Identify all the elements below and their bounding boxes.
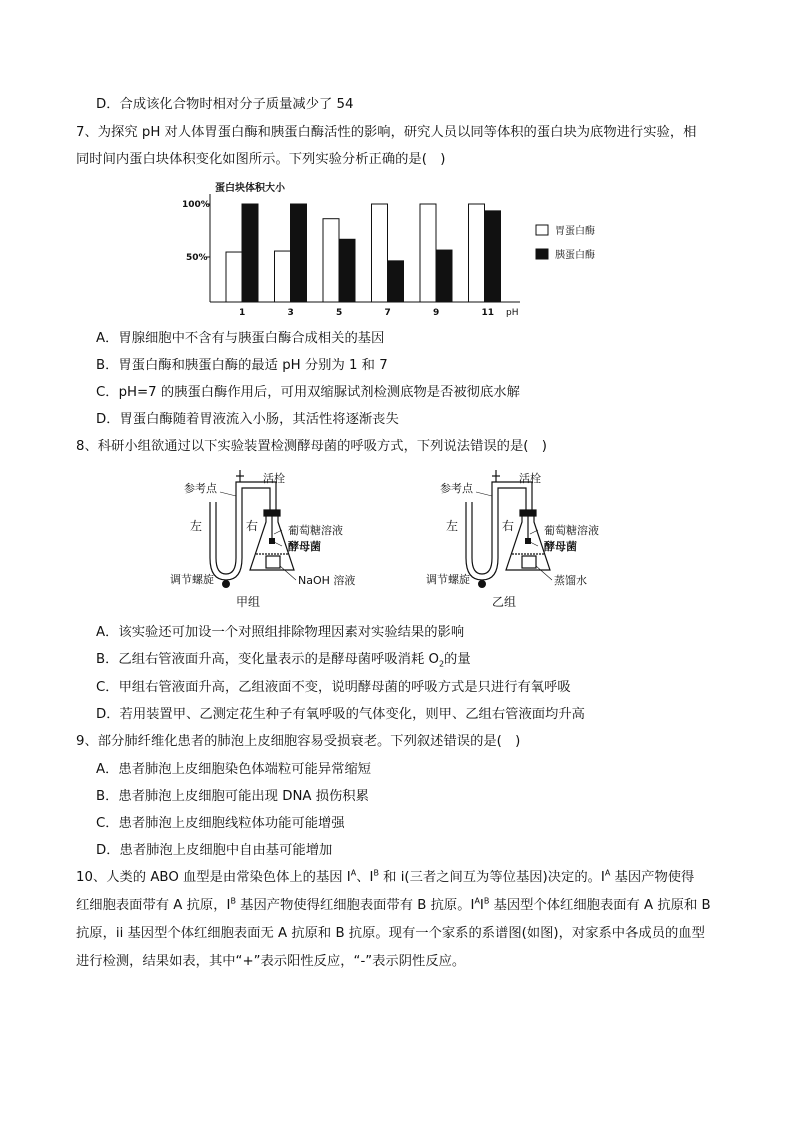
- yi-bottom-label: 蒸馏水: [554, 574, 587, 587]
- chart-ylabel: 蛋白块体积大小: [215, 183, 285, 194]
- q7-option-c: C．pH=7 的胰蛋白酶作用后，可用双缩脲试剂检测底物是否被彻底水解: [96, 385, 520, 400]
- xtick-label-7: 7: [384, 308, 391, 318]
- chart-xlabel: pH: [506, 308, 519, 318]
- q7-option-d: D．胃蛋白酶随着胃液流入小肠，其活性将逐渐丧失: [96, 412, 399, 427]
- yi-caption: 乙组: [492, 595, 517, 609]
- bar-trypsin-ph11: [485, 211, 501, 302]
- xtick-label-1: 1: [239, 308, 246, 318]
- q10-line3: 抗原，ii 基因型个体红细胞表面无 A 抗原和 B 抗原。现有一个家系的系谱图(如图)，对家系中各成员的血型: [76, 926, 705, 941]
- q7-bar-chart: [180, 178, 620, 326]
- yi-solution-label: 葡萄糖溶液: [544, 524, 599, 537]
- jia-solution-label: 葡萄糖溶液: [288, 524, 343, 537]
- jia-yeast-label: 酵母菌: [288, 540, 321, 553]
- legend-label-trypsin: 胰蛋白酶: [555, 250, 595, 261]
- bar-trypsin-ph3: [291, 204, 307, 302]
- q10-line1: 10、人类的 ABO 血型是由常染色体上的基因 $I^A$、$I^B$ 和 i(三者之间互为等位基因)决定的。$I^A$ 基因产物使得: [76, 868, 695, 885]
- xtick-label-9: 9: [433, 308, 440, 318]
- q8-option-a: A．该实验还可加设一个对照组排除物理因素对实验结果的影响: [96, 625, 465, 640]
- q7-stem-line2: 同时间内蛋白块体积变化如图所示。下列实验分析正确的是( ): [76, 152, 446, 167]
- xtick-label-5: 5: [336, 308, 343, 318]
- bar-pepsin-ph7: [372, 204, 388, 302]
- q8-option-c: C．甲组右管液面升高，乙组液面不变，说明酵母菌的呼吸方式是只进行有氧呼吸: [96, 680, 571, 695]
- jia-stopcock-label: 活栓: [263, 472, 285, 485]
- bar-trypsin-ph5: [339, 239, 355, 302]
- bar-pepsin-ph5: [323, 219, 339, 302]
- jia-bottom-label: NaOH 溶液: [298, 574, 356, 587]
- xtick-label-11: 11: [481, 308, 495, 318]
- q10-line4: 进行检测，结果如表，其中“+”表示阳性反应，“-”表示阴性反应。: [76, 954, 466, 969]
- q8-option-d: D．若用装置甲、乙测定花生种子有氧呼吸的气体变化，则甲、乙组右管液面均升高: [96, 707, 585, 722]
- bar-pepsin-ph11: [469, 204, 485, 302]
- chart-ytick-label-100: 100%: [182, 200, 210, 210]
- yi-stopcock-label: 活栓: [519, 472, 541, 485]
- bar-pepsin-ph9: [420, 204, 436, 302]
- q7-option-a: A．胃腺细胞中不含有与胰蛋白酶合成相关的基因: [96, 331, 385, 346]
- jia-ref-label: 参考点: [184, 482, 217, 495]
- yi-ref-label: 参考点: [440, 482, 473, 495]
- yi-left-label: 左: [446, 519, 459, 533]
- q9-option-c: C．患者肺泡上皮细胞线粒体功能可能增强: [96, 816, 345, 831]
- q7-option-b: B．胃蛋白酶和胰蛋白酶的最适 pH 分别为 1 和 7: [96, 358, 388, 373]
- bar-pepsin-ph1: [226, 252, 242, 302]
- q6-option-d: D．合成该化合物时相对分子质量减少了 54: [96, 97, 354, 112]
- xtick-label-3: 3: [287, 308, 294, 318]
- legend-swatch-trypsin: [536, 249, 548, 259]
- jia-right-label: 右: [246, 519, 259, 533]
- q9-stem: 9、部分肺纤维化患者的肺泡上皮细胞容易受损衰老。下列叙述错误的是( ): [76, 734, 521, 749]
- q10-line2: 红细胞表面带有 A 抗原，$I^B$ 基因产物使得红细胞表面带有 B 抗原。$I^AI^B$ 基因型个体红细胞表面有 A 抗原和 B: [76, 896, 711, 913]
- bar-trypsin-ph9: [436, 250, 452, 302]
- q9-option-a: A．患者肺泡上皮细胞染色体端粒可能异常缩短: [96, 762, 372, 777]
- jia-left-label: 左: [190, 519, 203, 533]
- legend-swatch-pepsin: [536, 225, 548, 235]
- q8-stem: 8、科研小组欲通过以下实验装置检测酵母菌的呼吸方式，下列说法错误的是( ): [76, 439, 547, 454]
- apparatus-yi: [426, 466, 656, 614]
- yi-screw-label: 调节螺旋: [426, 573, 470, 586]
- chart-ytick-label-50: 50%: [186, 253, 208, 263]
- legend-label-pepsin: 胃蛋白酶: [555, 226, 595, 237]
- q7-stem-line1: 7、为探究 pH 对人体胃蛋白酶和胰蛋白酶活性的影响，研究人员以同等体积的蛋白块为底物进行实验，相: [76, 125, 697, 140]
- bar-trypsin-ph1: [242, 204, 258, 302]
- apparatus-jia: [170, 466, 400, 614]
- q8-option-b: B．乙组右管液面升高，变化量表示的是酵母菌呼吸消耗 $O_2$的量: [96, 652, 471, 669]
- jia-screw-label: 调节螺旋: [170, 573, 214, 586]
- yi-right-label: 右: [502, 519, 515, 533]
- jia-caption: 甲组: [236, 595, 261, 609]
- bar-trypsin-ph7: [388, 261, 404, 302]
- q9-option-b: B．患者肺泡上皮细胞可能出现 DNA 损伤积累: [96, 789, 369, 804]
- bar-pepsin-ph3: [275, 251, 291, 302]
- q9-option-d: D．患者肺泡上皮细胞中自由基可能增加: [96, 843, 333, 858]
- yi-yeast-label: 酵母菌: [544, 540, 577, 553]
